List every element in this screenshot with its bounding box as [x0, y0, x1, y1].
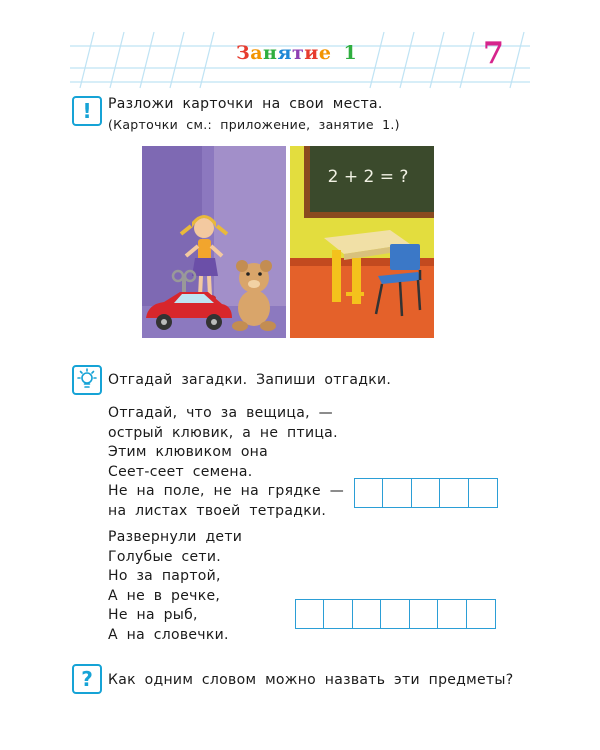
answer-cell[interactable]: [411, 478, 441, 508]
answer-cell[interactable]: [295, 599, 325, 629]
riddle-1-line: Отгадай, что за вещица, —: [108, 405, 333, 421]
answer-cell[interactable]: [354, 478, 384, 508]
classroom-illustration: [290, 146, 434, 338]
riddle-2-line: А не в речке,: [108, 587, 221, 604]
chalkboard-text: 2 + 2 = ?: [327, 167, 409, 187]
title-letter: а: [250, 42, 264, 64]
answer-cell[interactable]: [352, 599, 382, 629]
answer-cell[interactable]: [439, 478, 469, 508]
riddle-1-line: Сеет-сеет семена.: [108, 463, 253, 480]
riddle-2-line: Голубые сети.: [108, 548, 222, 565]
riddle-2-line: Не на рыб,: [108, 607, 198, 623]
title-letter: н: [263, 42, 278, 64]
task1-instruction: Разложи карточки на свои места.: [108, 96, 383, 112]
question-icon: ?: [72, 664, 102, 694]
lesson-number: 1: [343, 42, 358, 64]
riddle-2-answer-boxes[interactable]: [296, 599, 496, 629]
lightbulb-icon: [72, 365, 102, 395]
task3-question: Как одним словом можно назвать эти предметы?: [108, 672, 514, 688]
answer-cell[interactable]: [437, 599, 467, 629]
answer-cell[interactable]: [323, 599, 353, 629]
riddle-1-line: на листах твоей тетрадки.: [108, 502, 327, 519]
answer-cell[interactable]: [466, 599, 496, 629]
answer-cell[interactable]: [380, 599, 410, 629]
lesson-title-word: [236, 42, 331, 64]
lightbulb-glyph: [74, 367, 100, 393]
exclamation-icon: !: [72, 96, 102, 126]
title-letter: З: [236, 42, 251, 64]
riddle-1-line: острый клювик, а не птица.: [108, 424, 338, 441]
title-letter: т: [291, 42, 305, 64]
page-header: [70, 28, 530, 96]
riddle-1: [108, 404, 344, 521]
riddle-2-line: Развернули дети: [108, 529, 243, 545]
title-letter: и: [304, 42, 319, 64]
toys-illustration: [142, 146, 286, 338]
lesson-title: [236, 42, 357, 64]
riddle-1-line: Этим клювиком она: [108, 444, 269, 460]
title-letter: е: [318, 42, 332, 64]
answer-cell[interactable]: [468, 478, 498, 508]
riddle-1-answer-boxes[interactable]: [355, 478, 498, 508]
riddle-1-line: Не на поле, не на грядке —: [108, 483, 345, 499]
riddle-2: [108, 528, 242, 645]
task2-instruction: Отгадай загадки. Запиши отгадки.: [108, 372, 392, 388]
page-number: 7: [483, 36, 504, 71]
riddle-2-line: Но за партой,: [108, 568, 221, 584]
title-letter: я: [277, 42, 292, 64]
answer-cell[interactable]: [382, 478, 412, 508]
riddle-2-line: А на словечки.: [108, 626, 229, 643]
answer-cell[interactable]: [409, 599, 439, 629]
task1-note: (Карточки см.: приложение, занятие 1.): [108, 117, 400, 132]
